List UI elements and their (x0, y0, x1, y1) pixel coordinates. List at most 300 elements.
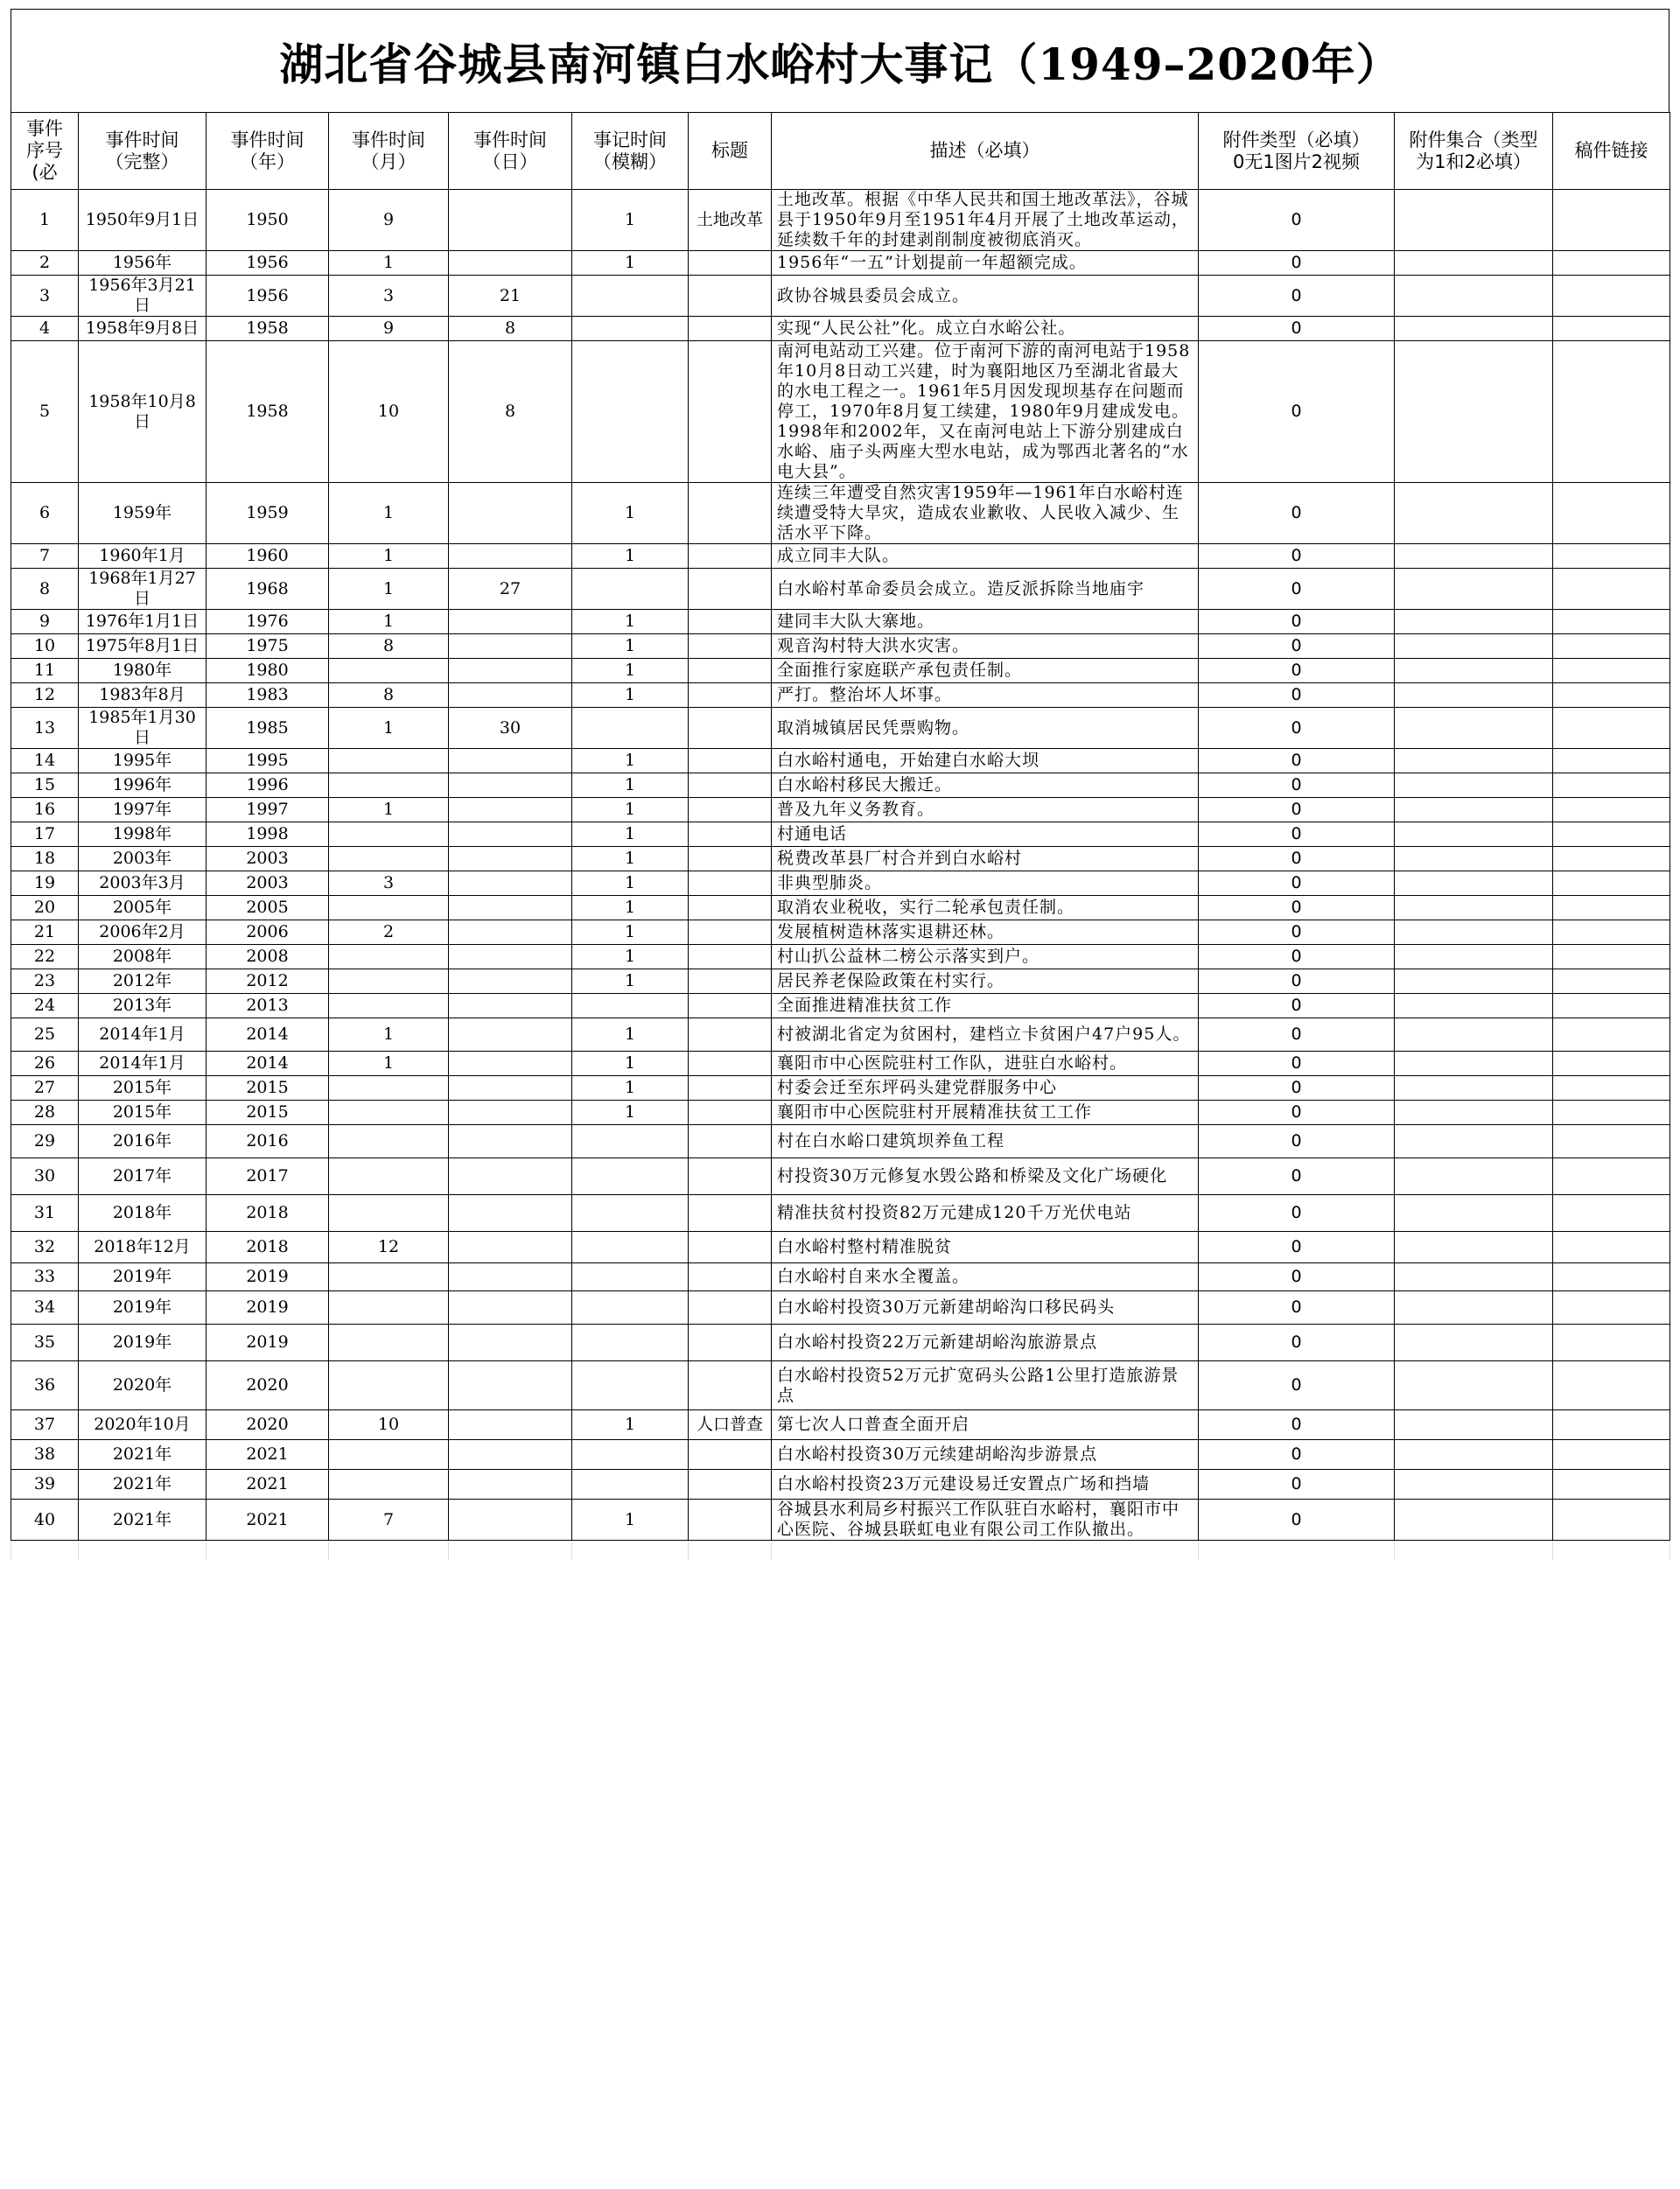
year-cell: 1958 (206, 317, 329, 341)
month-cell (329, 659, 449, 683)
year-cell: 2019 (206, 1325, 329, 1361)
title-cell (689, 341, 772, 483)
month-cell (329, 945, 449, 969)
event-no-cell: 33 (11, 1263, 79, 1291)
year-cell: 2014 (206, 1018, 329, 1052)
title-cell (689, 1470, 772, 1500)
description-cell: 白水峪村投资22万元新建胡峪沟旅游景点 (772, 1325, 1199, 1361)
link-cell (1553, 317, 1670, 341)
event-no-cell: 25 (11, 1018, 79, 1052)
empty-row (11, 1541, 1670, 1560)
day-cell (449, 1410, 572, 1440)
description-cell: 全面推进精准扶贫工作 (772, 994, 1199, 1018)
full-date-cell: 1968年1月27日 (79, 569, 206, 610)
attachment-type-cell: 0 (1199, 1018, 1395, 1052)
title-cell (689, 1361, 772, 1410)
attachment-set-cell (1395, 1158, 1553, 1195)
link-cell (1553, 896, 1670, 920)
day-cell (449, 1158, 572, 1195)
full-date-cell: 2006年2月 (79, 920, 206, 945)
link-cell (1553, 994, 1670, 1018)
description-cell: 普及九年义务教育。 (772, 798, 1199, 822)
link-cell (1553, 1076, 1670, 1101)
title-cell (689, 798, 772, 822)
full-date-cell: 2021年 (79, 1500, 206, 1541)
month-cell (329, 1361, 449, 1410)
attachment-type-cell: 0 (1199, 969, 1395, 994)
attachment-type-cell: 0 (1199, 1291, 1395, 1325)
fuzzy-cell: 1 (572, 969, 689, 994)
month-cell: 10 (329, 341, 449, 483)
attachment-set-cell (1395, 1101, 1553, 1125)
year-cell: 1956 (206, 276, 329, 317)
month-cell: 9 (329, 317, 449, 341)
link-cell (1553, 1125, 1670, 1158)
full-date-cell: 2019年 (79, 1263, 206, 1291)
fuzzy-cell (572, 1232, 689, 1263)
event-no-cell: 31 (11, 1195, 79, 1232)
attachment-set-cell (1395, 847, 1553, 871)
month-cell (329, 1158, 449, 1195)
event-no-cell: 21 (11, 920, 79, 945)
attachment-set-cell (1395, 1018, 1553, 1052)
title-cell (689, 276, 772, 317)
attachment-set-cell (1395, 1410, 1553, 1440)
table-row (11, 659, 1670, 683)
link-cell (1553, 341, 1670, 483)
attachment-type-cell: 0 (1199, 276, 1395, 317)
description-cell: 土地改革。根据《中华人民共和国土地改革法》，谷城县于1950年9月至1951年4月开展了土地改革运动，延续数千年的封建剥削制度被彻底消灭。 (772, 190, 1199, 251)
day-cell (449, 945, 572, 969)
table-row (11, 190, 1670, 251)
year-cell: 2003 (206, 847, 329, 871)
description-cell: 白水峪村投资52万元扩宽码头公路1公里打造旅游景点 (772, 1361, 1199, 1410)
link-cell (1553, 945, 1670, 969)
description-cell: 第七次人口普查全面开启 (772, 1410, 1199, 1440)
title-cell (689, 920, 772, 945)
day-cell (449, 1195, 572, 1232)
month-cell: 1 (329, 544, 449, 569)
attachment-type-cell: 0 (1199, 1125, 1395, 1158)
attachment-type-cell: 0 (1199, 822, 1395, 847)
event-no-cell: 6 (11, 483, 79, 544)
month-cell: 9 (329, 190, 449, 251)
attachment-type-cell: 0 (1199, 798, 1395, 822)
attachment-type-cell: 0 (1199, 190, 1395, 251)
attachment-set-cell (1395, 659, 1553, 683)
table-row (11, 683, 1670, 708)
day-cell: 8 (449, 317, 572, 341)
title-cell (689, 1076, 772, 1101)
table-row (11, 1291, 1670, 1325)
link-cell (1553, 1018, 1670, 1052)
year-cell: 1950 (206, 190, 329, 251)
fuzzy-cell: 1 (572, 1101, 689, 1125)
month-cell (329, 847, 449, 871)
attachment-type-cell: 0 (1199, 544, 1395, 569)
attachment-set-cell (1395, 634, 1553, 659)
title-cell (689, 483, 772, 544)
month-cell: 10 (329, 1410, 449, 1440)
year-cell: 2014 (206, 1052, 329, 1076)
year-cell: 1976 (206, 610, 329, 634)
fuzzy-cell: 1 (572, 749, 689, 773)
fuzzy-cell: 1 (572, 190, 689, 251)
attachment-type-cell: 0 (1199, 945, 1395, 969)
full-date-cell: 2008年 (79, 945, 206, 969)
year-cell: 1958 (206, 341, 329, 483)
full-date-cell: 1996年 (79, 773, 206, 798)
link-cell (1553, 773, 1670, 798)
year-cell: 2019 (206, 1291, 329, 1325)
fuzzy-cell (572, 341, 689, 483)
year-cell: 1975 (206, 634, 329, 659)
empty-cell (689, 1541, 772, 1560)
year-cell: 2021 (206, 1440, 329, 1470)
attachment-set-cell (1395, 708, 1553, 749)
description-cell: 精准扶贫村投资82万元建成120千万光伏电站 (772, 1195, 1199, 1232)
year-cell: 2017 (206, 1158, 329, 1195)
day-cell: 8 (449, 341, 572, 483)
title-cell (689, 569, 772, 610)
full-date-cell: 1983年8月 (79, 683, 206, 708)
title-cell: 土地改革 (689, 190, 772, 251)
link-cell (1553, 1158, 1670, 1195)
event-no-cell: 20 (11, 896, 79, 920)
fuzzy-cell: 1 (572, 822, 689, 847)
full-date-cell: 1956年 (79, 251, 206, 276)
attachment-type-cell: 0 (1199, 708, 1395, 749)
title-cell (689, 708, 772, 749)
fuzzy-cell (572, 569, 689, 610)
year-cell: 1995 (206, 749, 329, 773)
event-no-cell: 38 (11, 1440, 79, 1470)
fuzzy-cell: 1 (572, 945, 689, 969)
fuzzy-cell: 1 (572, 1410, 689, 1440)
year-cell: 1983 (206, 683, 329, 708)
fuzzy-cell (572, 1125, 689, 1158)
full-date-cell: 2014年1月 (79, 1052, 206, 1076)
full-date-cell: 2015年 (79, 1076, 206, 1101)
title-cell (689, 969, 772, 994)
link-cell (1553, 749, 1670, 773)
month-cell (329, 1076, 449, 1101)
header-event-no: 事件 序号 (必 (11, 113, 79, 190)
events-table (10, 112, 1670, 1560)
full-date-cell: 1958年10月8日 (79, 341, 206, 483)
day-cell: 21 (449, 276, 572, 317)
attachment-type-cell: 0 (1199, 1076, 1395, 1101)
table-row (11, 1232, 1670, 1263)
event-no-cell: 13 (11, 708, 79, 749)
empty-cell (449, 1541, 572, 1560)
link-cell (1553, 659, 1670, 683)
description-cell: 白水峪村通电，开始建白水峪大坝 (772, 749, 1199, 773)
fuzzy-cell: 1 (572, 773, 689, 798)
description-cell: 村通电话 (772, 822, 1199, 847)
year-cell: 2020 (206, 1410, 329, 1440)
table-row (11, 969, 1670, 994)
event-no-cell: 22 (11, 945, 79, 969)
table-row (11, 871, 1670, 896)
year-cell: 1960 (206, 544, 329, 569)
table-row (11, 1325, 1670, 1361)
attachment-set-cell (1395, 969, 1553, 994)
empty-cell (1553, 1541, 1670, 1560)
day-cell (449, 1052, 572, 1076)
attachment-type-cell: 0 (1199, 847, 1395, 871)
table-row (11, 773, 1670, 798)
day-cell (449, 896, 572, 920)
description-cell: 观音沟村特大洪水灾害。 (772, 634, 1199, 659)
description-cell: 建同丰大队大寨地。 (772, 610, 1199, 634)
table-row (11, 822, 1670, 847)
day-cell: 30 (449, 708, 572, 749)
day-cell (449, 251, 572, 276)
description-cell: 严打。整治坏人坏事。 (772, 683, 1199, 708)
month-cell: 1 (329, 708, 449, 749)
event-no-cell: 27 (11, 1076, 79, 1101)
fuzzy-cell (572, 1158, 689, 1195)
table-row (11, 569, 1670, 610)
day-cell (449, 1263, 572, 1291)
attachment-set-cell (1395, 994, 1553, 1018)
fuzzy-cell: 1 (572, 251, 689, 276)
year-cell: 2015 (206, 1076, 329, 1101)
attachment-set-cell (1395, 1500, 1553, 1541)
description-cell: 村投资30万元修复水毁公路和桥梁及文化广场硬化 (772, 1158, 1199, 1195)
table-row (11, 341, 1670, 483)
description-cell: 白水峪村投资23万元建设易迁安置点广场和挡墙 (772, 1470, 1199, 1500)
attachment-type-cell: 0 (1199, 610, 1395, 634)
month-cell (329, 1440, 449, 1470)
attachment-type-cell: 0 (1199, 871, 1395, 896)
full-date-cell: 2016年 (79, 1125, 206, 1158)
full-date-cell: 2020年10月 (79, 1410, 206, 1440)
description-cell: 白水峪村革命委员会成立。造反派拆除当地庙宇 (772, 569, 1199, 610)
table-row (11, 1158, 1670, 1195)
event-no-cell: 11 (11, 659, 79, 683)
link-cell (1553, 847, 1670, 871)
year-cell: 1956 (206, 251, 329, 276)
event-no-cell: 15 (11, 773, 79, 798)
fuzzy-cell: 1 (572, 1052, 689, 1076)
year-cell: 1985 (206, 708, 329, 749)
month-cell (329, 822, 449, 847)
month-cell (329, 896, 449, 920)
attachment-type-cell: 0 (1199, 634, 1395, 659)
description-cell: 南河电站动工兴建。位于南河下游的南河电站于1958年10月8日动工兴建，时为襄阳地区乃至湖北省最大的水电工程之一。1961年5月因发现坝基存在问题而停工，1970年8月复工续建，1980年9月建成发电。1998年和2002年，又在南河电站上下游分别建成白水峪、庙子头两座大型水电站，成为鄂西北著名的“水电大县”。 (772, 341, 1199, 483)
month-cell (329, 773, 449, 798)
attachment-type-cell: 0 (1199, 1263, 1395, 1291)
month-cell (329, 994, 449, 1018)
event-no-cell: 30 (11, 1158, 79, 1195)
event-no-cell: 9 (11, 610, 79, 634)
year-cell: 2020 (206, 1361, 329, 1410)
year-cell: 2018 (206, 1232, 329, 1263)
attachment-set-cell (1395, 483, 1553, 544)
table-row (11, 610, 1670, 634)
attachment-type-cell: 0 (1199, 773, 1395, 798)
table-row (11, 1018, 1670, 1052)
table-row (11, 1500, 1670, 1541)
year-cell: 2016 (206, 1125, 329, 1158)
title-cell (689, 896, 772, 920)
title-cell (689, 1232, 772, 1263)
header-day: 事件时间 （日） (449, 113, 572, 190)
month-cell (329, 1325, 449, 1361)
fuzzy-cell: 1 (572, 634, 689, 659)
attachment-type-cell: 0 (1199, 251, 1395, 276)
event-no-cell: 35 (11, 1325, 79, 1361)
fuzzy-cell: 1 (572, 847, 689, 871)
header-attachment-set: 附件集合（类型 为1和2必填） (1395, 113, 1553, 190)
table-row (11, 1101, 1670, 1125)
day-cell (449, 544, 572, 569)
month-cell: 12 (329, 1232, 449, 1263)
attachment-type-cell: 0 (1199, 1470, 1395, 1500)
fuzzy-cell: 1 (572, 659, 689, 683)
full-date-cell: 2021年 (79, 1470, 206, 1500)
year-cell: 2019 (206, 1263, 329, 1291)
full-date-cell: 2003年3月 (79, 871, 206, 896)
title-cell (689, 683, 772, 708)
fuzzy-cell: 1 (572, 683, 689, 708)
day-cell (449, 871, 572, 896)
fuzzy-cell (572, 1440, 689, 1470)
attachment-set-cell (1395, 945, 1553, 969)
description-cell: 实现“人民公社”化。成立白水峪公社。 (772, 317, 1199, 341)
description-cell: 村山扒公益林二榜公示落实到户。 (772, 945, 1199, 969)
link-cell (1553, 1195, 1670, 1232)
year-cell: 1998 (206, 822, 329, 847)
day-cell (449, 1076, 572, 1101)
title-cell (689, 634, 772, 659)
link-cell (1553, 871, 1670, 896)
table-row (11, 544, 1670, 569)
year-cell: 2003 (206, 871, 329, 896)
description-cell: 连续三年遭受自然灾害1959年—1961年白水峪村连续遭受特大旱灾，造成农业歉收、人民收入减少、生活水平下降。 (772, 483, 1199, 544)
attachment-type-cell: 0 (1199, 1440, 1395, 1470)
attachment-type-cell: 0 (1199, 1232, 1395, 1263)
link-cell (1553, 822, 1670, 847)
day-cell (449, 1440, 572, 1470)
description-cell: 成立同丰大队。 (772, 544, 1199, 569)
attachment-type-cell: 0 (1199, 1410, 1395, 1440)
fuzzy-cell (572, 708, 689, 749)
full-date-cell: 1950年9月1日 (79, 190, 206, 251)
title-cell (689, 659, 772, 683)
title-cell (689, 994, 772, 1018)
title-cell (689, 1018, 772, 1052)
year-cell: 2015 (206, 1101, 329, 1125)
table-row (11, 896, 1670, 920)
month-cell (329, 1291, 449, 1325)
title-cell (689, 1440, 772, 1470)
attachment-set-cell (1395, 544, 1553, 569)
attachment-set-cell (1395, 920, 1553, 945)
empty-cell (572, 1541, 689, 1560)
title-cell (689, 317, 772, 341)
attachment-set-cell (1395, 610, 1553, 634)
description-cell: 取消城镇居民凭票购物。 (772, 708, 1199, 749)
attachment-type-cell: 0 (1199, 317, 1395, 341)
event-no-cell: 24 (11, 994, 79, 1018)
month-cell: 1 (329, 610, 449, 634)
year-cell: 2013 (206, 994, 329, 1018)
attachment-set-cell (1395, 569, 1553, 610)
attachment-set-cell (1395, 1470, 1553, 1500)
description-cell: 税费改革县厂村合并到白水峪村 (772, 847, 1199, 871)
event-no-cell: 3 (11, 276, 79, 317)
attachment-type-cell: 0 (1199, 1500, 1395, 1541)
description-cell: 取消农业税收，实行二轮承包责任制。 (772, 896, 1199, 920)
link-cell (1553, 1500, 1670, 1541)
table-row (11, 276, 1670, 317)
fuzzy-cell (572, 1263, 689, 1291)
title-cell (689, 871, 772, 896)
page-title: 湖北省谷城县南河镇白水峪村大事记（1949–2020年） (10, 9, 1670, 112)
full-date-cell: 1956年3月21日 (79, 276, 206, 317)
link-cell (1553, 544, 1670, 569)
title-cell (689, 1125, 772, 1158)
table-row (11, 1195, 1670, 1232)
empty-cell (772, 1541, 1199, 1560)
day-cell (449, 822, 572, 847)
link-cell (1553, 569, 1670, 610)
title-cell: 人口普查 (689, 1410, 772, 1440)
month-cell (329, 749, 449, 773)
month-cell: 8 (329, 634, 449, 659)
attachment-set-cell (1395, 1195, 1553, 1232)
fuzzy-cell: 1 (572, 798, 689, 822)
title-cell (689, 773, 772, 798)
link-cell (1553, 276, 1670, 317)
link-cell (1553, 1101, 1670, 1125)
header-link: 稿件链接 (1553, 113, 1670, 190)
description-cell: 政协谷城县委员会成立。 (772, 276, 1199, 317)
month-cell (329, 1101, 449, 1125)
attachment-type-cell: 0 (1199, 683, 1395, 708)
header-title: 标题 (689, 113, 772, 190)
year-cell: 1996 (206, 773, 329, 798)
attachment-type-cell: 0 (1199, 1101, 1395, 1125)
day-cell (449, 1500, 572, 1541)
table-row (11, 708, 1670, 749)
attachment-set-cell (1395, 276, 1553, 317)
fuzzy-cell (572, 1291, 689, 1325)
fuzzy-cell: 1 (572, 1018, 689, 1052)
day-cell (449, 483, 572, 544)
table-row (11, 1410, 1670, 1440)
full-date-cell: 2003年 (79, 847, 206, 871)
event-no-cell: 18 (11, 847, 79, 871)
attachment-set-cell (1395, 896, 1553, 920)
month-cell: 1 (329, 1052, 449, 1076)
header-full-date: 事件时间 （完整） (79, 113, 206, 190)
link-cell (1553, 610, 1670, 634)
attachment-set-cell (1395, 683, 1553, 708)
day-cell (449, 969, 572, 994)
year-cell: 1968 (206, 569, 329, 610)
full-date-cell: 2015年 (79, 1101, 206, 1125)
day-cell (449, 1232, 572, 1263)
link-cell (1553, 251, 1670, 276)
year-cell: 2008 (206, 945, 329, 969)
attachment-set-cell (1395, 1052, 1553, 1076)
description-cell: 非典型肺炎。 (772, 871, 1199, 896)
header-attachment-type: 附件类型（必填） 0无1图片2视频 (1199, 113, 1395, 190)
